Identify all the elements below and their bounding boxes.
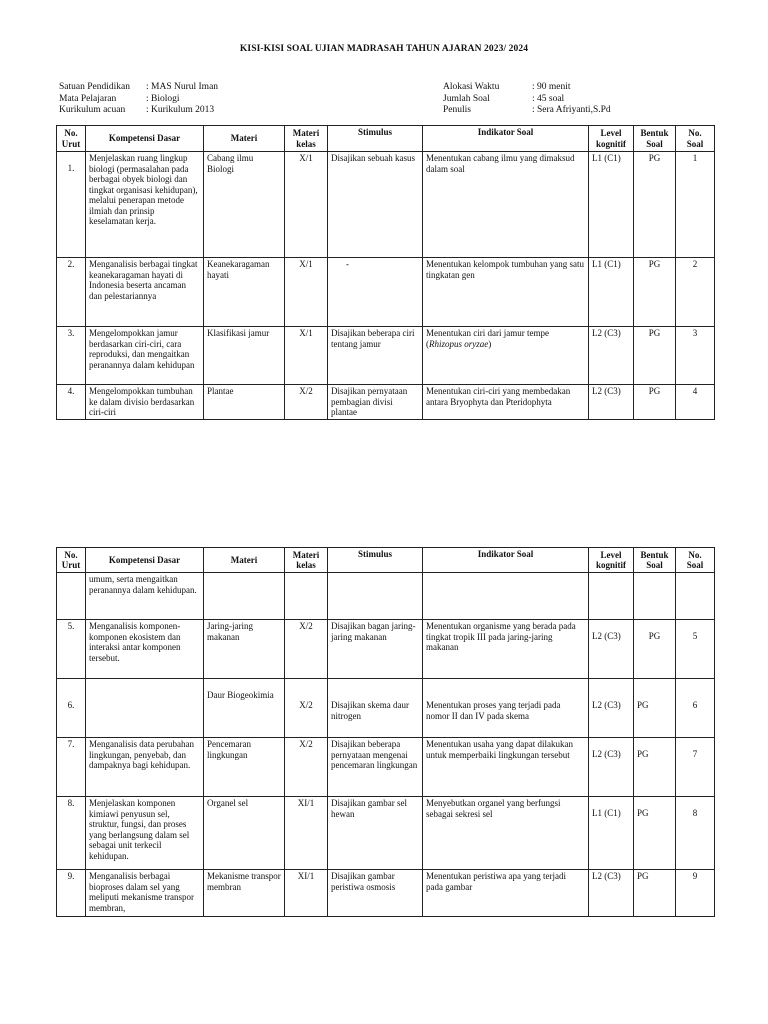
info-row-kurikulum [59,105,218,117]
header-materi-kelas: Materi kelas [285,548,328,573]
header-no-soal: No. Soal [676,548,715,573]
cell-no: 8. [57,797,86,870]
cell-materi: Pencemaran lingkungan [204,738,285,797]
info-label: Alokasi Waktu [443,82,500,92]
cell-bentuk: PG [634,620,676,679]
table-row [57,870,715,917]
cell-kompetensi-dasar: Mengelompokkan tumbuhan ke dalam divisio berdasarkan ciri-ciri [86,385,204,420]
cell-no-soal [676,573,715,620]
cell-level: L1 (C1) [589,797,634,870]
cell-indikator: Menentukan ciri dari jamur tempe (Rhizopus oryzae) [423,327,589,385]
info-row-jumlah [443,94,611,106]
info-row-satuan [59,82,218,94]
cell-indikator: Menentukan ciri-ciri yang membedakan antara Bryophyta dan Pteridophyta [423,385,589,420]
header-stimulus: Stimulus [328,126,423,152]
cell-no: 3. [57,327,86,385]
cell-stimulus: Disajikan pernyataan pembagian divisi plantae [328,385,423,420]
cell-bentuk: PG [634,385,676,420]
info-value: : MAS Nurul Iman [146,82,219,92]
cell-materi: Klasifikasi jamur [204,327,285,385]
cell-materi: Organel sel [204,797,285,870]
table-row [57,258,715,327]
cell-no: 9. [57,870,86,917]
kisi-table-2 [56,547,715,917]
cell-no: 7. [57,738,86,797]
header-no-urut: No. Urut [57,548,86,573]
cell-bentuk: PG [634,258,676,327]
cell-stimulus [328,573,423,620]
cell-level: L2 (C3) [589,327,634,385]
cell-kompetensi-dasar: umum, serta mengaitkan peranannya dalam kehidupan. [86,573,204,620]
cell-stimulus: Disajikan skema daur nitrogen [328,679,423,738]
cell-no: 1. [57,152,86,258]
cell-materi-kelas: X/2 [285,738,328,797]
cell-materi-kelas: X/2 [285,385,328,420]
cell-materi-kelas: XI/1 [285,870,328,917]
header-no-soal: No. Soal [676,126,715,152]
header-kompetensi-dasar: Kompetensi Dasar [86,548,204,573]
cell-kompetensi-dasar [86,679,204,738]
table-row-continuation [57,573,715,620]
table-row [57,327,715,385]
header-indikator-soal: Indikator Soal [423,548,589,573]
cell-no [57,573,86,620]
kisi-table-1 [56,125,715,420]
cell-materi-kelas: X/2 [285,620,328,679]
cell-kompetensi-dasar: Menganalisis komponen-komponen ekosistem dan interaksi antar komponen tersebut. [86,620,204,679]
header-indikator-soal: Indikator Soal [423,126,589,152]
info-label: Mata Pelajaran [59,93,117,104]
cell-indikator: Menentukan organisme yang berada pada tingkat tropik III pada jaring-jaring makanan [423,620,589,679]
cell-level: L2 (C3) [589,870,634,917]
info-value: : Biologi [146,93,180,104]
cell-materi: Jaring-jaring makanan [204,620,285,679]
table-row [57,797,715,870]
cell-no-soal: 6 [676,679,715,738]
table-row [57,385,715,420]
cell-no: 4. [57,385,86,420]
cell-stimulus: - [328,258,423,327]
table-row [57,738,715,797]
cell-level: L2 (C3) [589,620,634,679]
document-title: KISI-KISI SOAL UJIAN MADRASAH TAHUN AJARAN 2023/ 2024 [239,44,529,54]
cell-no-soal: 3 [676,327,715,385]
cell-materi-kelas: X/1 [285,258,328,327]
table-row [57,679,715,738]
info-right-block [443,82,611,117]
cell-bentuk: PG [634,797,676,870]
cell-kompetensi-dasar: Menjelaskan ruang lingkup biologi (permasalahan pada berbagai obyek biologi dan tingkat organisasi kehidupan), melalui penerapan metode ilmiah dan prinsip keselamatan kerja. [86,152,204,258]
header-materi-kelas: Materi kelas [285,126,328,152]
cell-kompetensi-dasar: Menjelaskan komponen kimiawi penyusun sel, struktur, fungsi, dan proses yang berlangsung dalam sel sebagai unit terkecil kehidupan. [86,797,204,870]
cell-no-soal: 4 [676,385,715,420]
header-level-kognitif: Level kognitif [589,126,634,152]
table-row [57,152,715,258]
info-label: Satuan Pendidikan [59,82,130,92]
cell-no-soal: 8 [676,797,715,870]
info-row-penulis [443,105,611,117]
cell-stimulus: Disajikan beberapa pernyataan mengenai pencemaran lingkungan [328,738,423,797]
info-label: Penulis [443,105,471,115]
cell-materi: Keanekaragaman hayati [204,258,285,327]
cell-no-soal: 1 [676,152,715,258]
header-bentuk-soal: Bentuk Soal [634,126,676,152]
header-materi: Materi [204,126,285,152]
cell-indikator: Menentukan usaha yang dapat dilakukan untuk memperbaiki lingkungan tersebut [423,738,589,797]
info-left-block [59,82,218,117]
info-label: Jumlah Soal [443,93,490,104]
cell-materi-kelas: X/1 [285,152,328,258]
header-level-kognitif: Level kognitif [589,548,634,573]
info-value: : Sera Afriyanti,S.Pd [532,105,611,115]
cell-bentuk: PG [634,679,676,738]
cell-stimulus: Disajikan sebuah kasus [328,152,423,258]
cell-stimulus: Disajikan gambar peristiwa osmosis [328,870,423,917]
species-name: Rhizopus oryzae [429,338,489,349]
header-kompetensi-dasar: Kompetensi Dasar [86,126,204,152]
cell-stimulus: Disajikan gambar sel hewan [328,797,423,870]
cell-materi: Plantae [204,385,285,420]
cell-bentuk: PG [634,738,676,797]
cell-level: L2 (C3) [589,679,634,738]
table-header-row [57,126,715,152]
info-value: : Kurikulum 2013 [146,105,215,115]
cell-no: 5. [57,620,86,679]
cell-kompetensi-dasar: Menganalisis berbagai tingkat keanekaragaman hayati di Indonesia beserta ancaman dan pelestariannya [86,258,204,327]
cell-indikator: Menentukan kelompok tumbuhan yang satu tingkatan gen [423,258,589,327]
cell-no: 2. [57,258,86,327]
header-materi: Materi [204,548,285,573]
cell-materi: Cabang ilmu Biologi [204,152,285,258]
info-label: Kurikulum acuan [59,105,126,115]
header-no-urut: No. Urut [57,126,86,152]
cell-bentuk: PG [634,870,676,917]
cell-stimulus: Disajikan beberapa ciri tentang jamur [328,327,423,385]
cell-no-soal: 9 [676,870,715,917]
cell-level: L1 (C1) [589,152,634,258]
cell-no: 6. [57,679,86,738]
cell-stimulus: Disajikan bagan jaring-jaring makanan [328,620,423,679]
cell-no-soal: 5 [676,620,715,679]
cell-kompetensi-dasar: Mengelompokkan jamur berdasarkan ciri-ciri, cara reproduksi, dan mengaitkan peranannya dalam kehidupan [86,327,204,385]
cell-materi-kelas: X/1 [285,327,328,385]
info-value: : 45 soal [532,93,565,104]
cell-materi: Daur Biogeokimia [204,679,285,738]
cell-level: L1 (C1) [589,258,634,327]
header-bentuk-soal: Bentuk Soal [634,548,676,573]
table-row [57,620,715,679]
info-row-alokasi [443,82,611,94]
cell-no-soal: 2 [676,258,715,327]
info-row-mapel [59,94,218,106]
cell-indikator: Menentukan proses yang terjadi pada nomor II dan IV pada skema [423,679,589,738]
header-stimulus: Stimulus [328,548,423,573]
cell-indikator: Menentukan cabang ilmu yang dimaksud dalam soal [423,152,589,258]
cell-kompetensi-dasar: Menganalisis berbagai bioproses dalam sel yang meliputi mekanisme transpor membran, [86,870,204,917]
cell-materi [204,573,285,620]
cell-materi-kelas [285,573,328,620]
cell-indikator [423,573,589,620]
info-value: : 90 menit [532,82,571,92]
cell-level: L2 (C3) [589,738,634,797]
cell-indikator: Menyebutkan organel yang berfungsi sebagai sekresi sel [423,797,589,870]
table-header-row [57,548,715,573]
cell-kompetensi-dasar: Menganalisis data perubahan lingkungan, penyebab, dan dampaknya bagi kehidupan. [86,738,204,797]
cell-indikator: Menentukan peristiwa apa yang terjadi pada gambar [423,870,589,917]
cell-bentuk: PG [634,152,676,258]
cell-bentuk [634,573,676,620]
cell-materi-kelas: XI/1 [285,797,328,870]
cell-level [589,573,634,620]
cell-materi-kelas: X/2 [285,679,328,738]
cell-materi: Mekanisme transpor membran [204,870,285,917]
cell-bentuk: PG [634,327,676,385]
cell-level: L2 (C3) [589,385,634,420]
cell-no-soal: 7 [676,738,715,797]
